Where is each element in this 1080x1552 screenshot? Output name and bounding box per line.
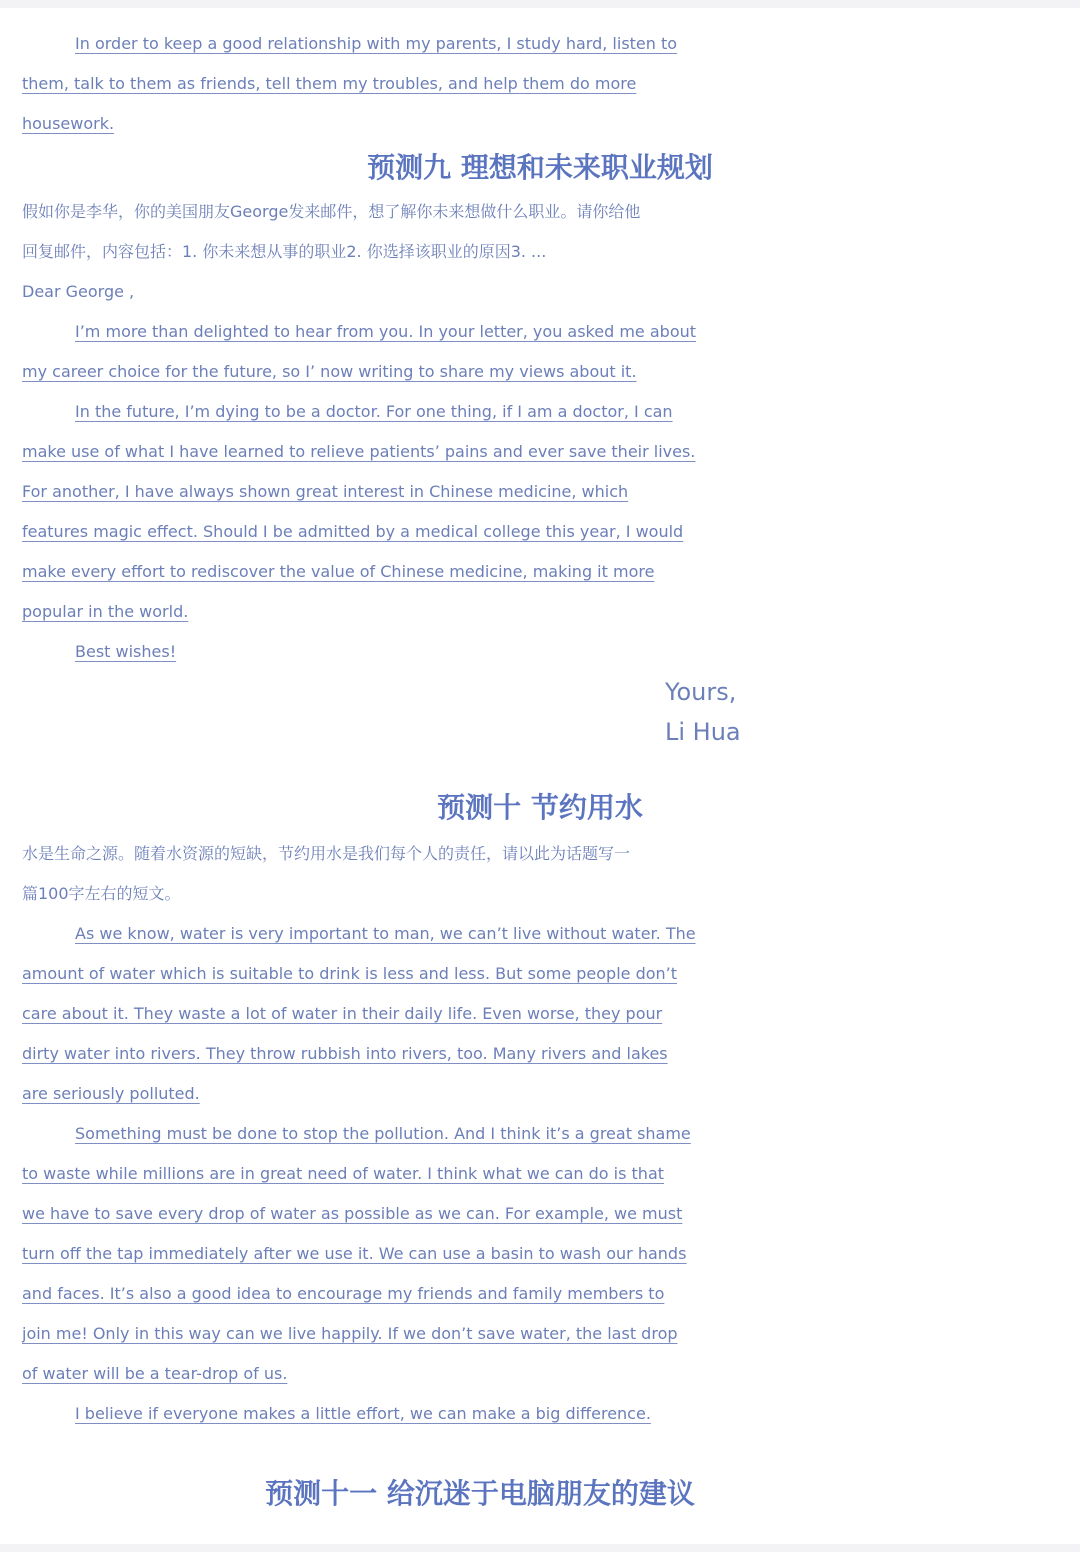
paragraph-text: housework. bbox=[22, 114, 115, 133]
paragraph-line: my career choice for the future, so I’ now writing to share my views about it. bbox=[22, 362, 637, 381]
prompt-line: 回复邮件，内容包括：1. 你未来想从事的职业2. 你选择该职业的原因3. ... bbox=[22, 242, 547, 261]
paragraph-text: popular in the world. bbox=[22, 602, 189, 621]
prompt-line: 假如你是李华，你的美国朋友George发来邮件，想了解你未来想做什么职业。请你给他 bbox=[22, 202, 641, 221]
paragraph-line: dirty water into rivers. They throw rubbish into rivers, too. Many rivers and lakes bbox=[22, 1044, 668, 1063]
paragraph-text: I believe if everyone makes a little effort, we can make a big difference. bbox=[75, 1404, 651, 1423]
paragraph-line: As we know, water is very important to man, we can’t live without water. The bbox=[75, 924, 696, 943]
letter-greeting: Dear George , bbox=[22, 282, 135, 301]
paragraph-line bbox=[75, 1394, 1080, 1434]
paragraph-line bbox=[22, 1354, 1062, 1394]
section-title: 预测十 节约用水 bbox=[437, 791, 643, 824]
paragraph-line: make every effort to rediscover the value of Chinese medicine, making it more bbox=[22, 562, 655, 581]
letter-sign-off bbox=[75, 632, 1080, 672]
paragraph-text: of water will be a tear-drop of us. bbox=[22, 1364, 288, 1383]
best-wishes-text: Best wishes! bbox=[75, 642, 177, 661]
paragraph-line: In order to keep a good relationship with my parents, I study hard, listen to bbox=[75, 34, 678, 53]
paragraph-line: them, talk to them as friends, tell them my troubles, and help them do more bbox=[22, 74, 637, 93]
section-title: 预测九 理想和未来职业规划 bbox=[367, 151, 713, 184]
letter-closing: Yours, bbox=[665, 678, 737, 706]
paragraph-line: Something must be done to stop the pollution. And I think it’s a great shame bbox=[75, 1124, 691, 1143]
paragraph-line: care about it. They waste a lot of water in their daily life. Even worse, they pour bbox=[22, 1004, 663, 1023]
paragraph-line bbox=[22, 592, 1062, 632]
prompt-line: 篇100字左右的短文。 bbox=[22, 884, 181, 903]
paragraph-line: we have to save every drop of water as possible as we can. For example, we must bbox=[22, 1204, 683, 1223]
paragraph-line: to waste while millions are in great need of water. I think what we can do is that bbox=[22, 1164, 665, 1183]
prompt-line: 水是生命之源。随着水资源的短缺，节约用水是我们每个人的责任，请以此为话题写一 bbox=[22, 844, 631, 863]
paragraph-line: turn off the tap immediately after we use it. We can use a basin to wash our hands bbox=[22, 1244, 687, 1263]
paragraph-line bbox=[22, 1074, 1062, 1114]
paragraph-line: join me! Only in this way can we live happily. If we don’t save water, the last drop bbox=[22, 1324, 678, 1343]
document-page bbox=[0, 8, 1080, 1544]
paragraph-line: make use of what I have learned to relieve patients’ pains and ever save their lives. bbox=[22, 442, 696, 461]
section-title: 预测十一 给沉迷于电脑朋友的建议 bbox=[265, 1477, 695, 1510]
letter-signature: Li Hua bbox=[665, 718, 741, 746]
paragraph-line: I’m more than delighted to hear from you. In your letter, you asked me about bbox=[75, 322, 697, 341]
paragraph-line: In the future, I’m dying to be a doctor. For one thing, if I am a doctor, I can bbox=[75, 402, 673, 421]
paragraph-line: features magic effect. Should I be admitted by a medical college this year, I would bbox=[22, 522, 684, 541]
paragraph-line: For another, I have always shown great interest in Chinese medicine, which bbox=[22, 482, 629, 501]
paragraph-line: amount of water which is suitable to drink is less and less. But some people don’t bbox=[22, 964, 678, 983]
paragraph-text: are seriously polluted. bbox=[22, 1084, 200, 1103]
paragraph-line: and faces. It’s also a good idea to encourage my friends and family members to bbox=[22, 1284, 665, 1303]
paragraph-line bbox=[22, 104, 1062, 144]
